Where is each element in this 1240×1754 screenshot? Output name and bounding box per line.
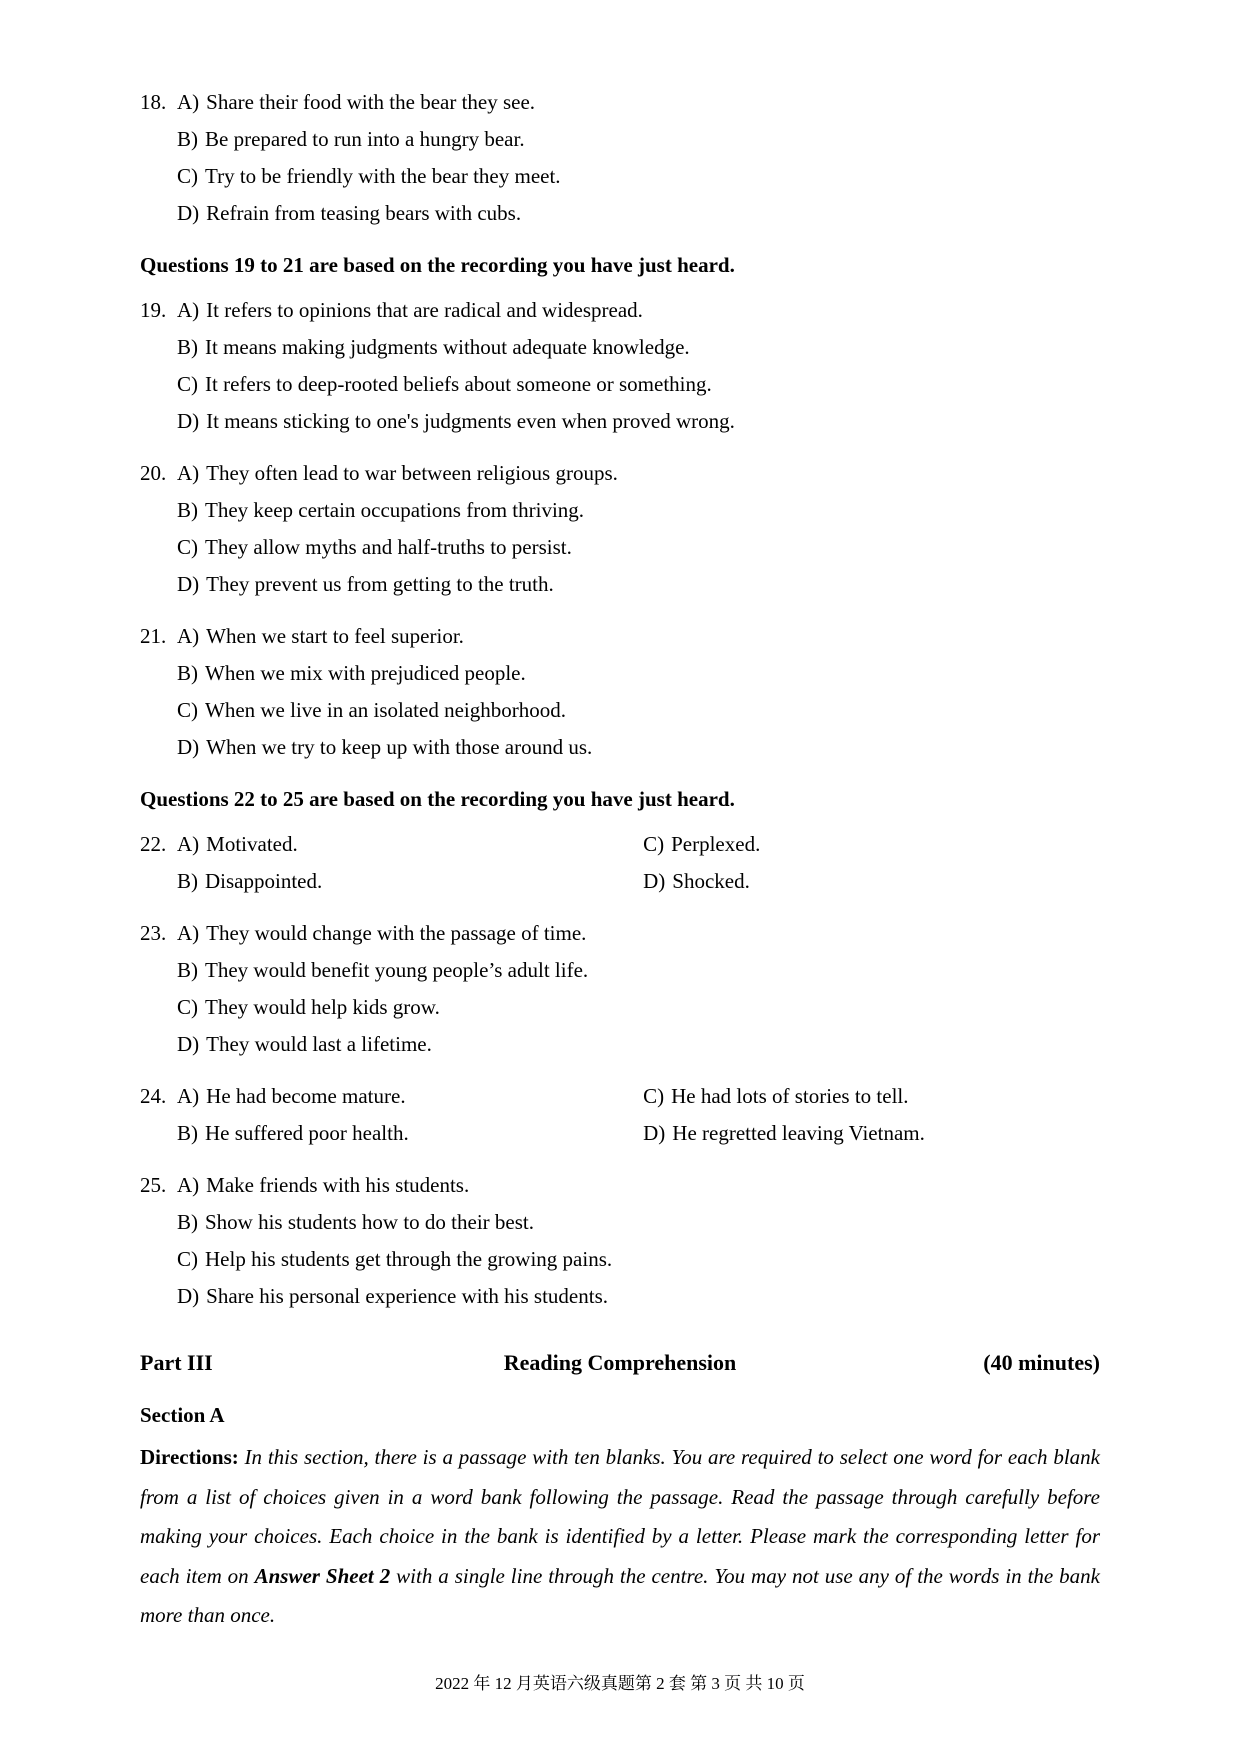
option-label: D)	[643, 869, 666, 893]
option-row	[177, 403, 1100, 440]
option-row	[177, 492, 1100, 529]
answer-option	[177, 921, 586, 945]
option-label: C)	[177, 372, 198, 396]
option-text: Make friends with his students.	[206, 1173, 470, 1197]
answer-option	[643, 863, 1100, 900]
option-text: They keep certain occupations from thriving.	[205, 498, 585, 522]
answer-option	[177, 698, 566, 722]
option-label: D)	[177, 572, 200, 596]
option-row	[177, 692, 1100, 729]
answer-option	[177, 863, 643, 900]
answer-option	[177, 335, 690, 359]
answer-option	[177, 661, 526, 685]
option-text: Motivated.	[206, 832, 298, 856]
answer-option	[177, 826, 643, 863]
question-25	[140, 1167, 1100, 1315]
option-label: C)	[177, 698, 198, 722]
option-label: A)	[177, 921, 200, 945]
question-number: 20.	[140, 461, 167, 485]
option-label: C)	[643, 1084, 665, 1108]
answer-option	[177, 298, 643, 322]
option-text: Show his students how to do their best.	[205, 1210, 534, 1234]
option-label: B)	[177, 869, 198, 893]
options	[177, 1078, 1100, 1152]
option-label: D)	[177, 409, 200, 433]
option-label: B)	[177, 335, 198, 359]
options	[177, 1167, 1100, 1315]
answer-option	[177, 372, 712, 396]
option-text: They often lead to war between religious groups.	[206, 461, 618, 485]
option-row	[177, 1204, 1100, 1241]
option-row	[177, 455, 1100, 492]
option-text: They would change with the passage of time.	[206, 921, 587, 945]
option-text: It refers to deep-rooted beliefs about someone or something.	[205, 372, 712, 396]
answer-option	[177, 1247, 612, 1271]
question-list	[140, 84, 1100, 1315]
option-label: B)	[177, 1121, 198, 1145]
answer-option	[177, 624, 464, 648]
option-text: Share their food with the bear they see.	[206, 90, 536, 114]
question-number: 21.	[140, 624, 167, 648]
answer-option	[177, 572, 554, 596]
option-row	[177, 1241, 1100, 1278]
answer-option	[643, 826, 1100, 863]
options	[177, 455, 1100, 603]
option-row	[177, 366, 1100, 403]
question-number: 19.	[140, 298, 167, 322]
question-24	[140, 1078, 1100, 1152]
question-number: 25.	[140, 1173, 167, 1197]
option-row	[177, 84, 1100, 121]
option-text: Be prepared to run into a hungry bear.	[205, 127, 525, 151]
option-text: When we mix with prejudiced people.	[205, 661, 526, 685]
option-text: Help his students get through the growing pains.	[205, 1247, 613, 1271]
answer-option	[177, 735, 592, 759]
answer-option	[177, 1115, 643, 1152]
option-row	[177, 292, 1100, 329]
option-row	[177, 1115, 1100, 1152]
section-title: Section A	[140, 1403, 225, 1427]
exam-content	[140, 84, 1100, 1636]
option-label: A)	[177, 90, 200, 114]
question-group-header: Questions 19 to 21 are based on the recording you have just heard.	[140, 253, 735, 277]
option-row	[177, 618, 1100, 655]
option-row	[177, 952, 1100, 989]
option-label: C)	[643, 832, 665, 856]
answer-option	[177, 1078, 643, 1115]
answer-option	[177, 461, 618, 485]
option-row	[177, 863, 1100, 900]
option-text: When we start to feel superior.	[206, 624, 464, 648]
option-label: D)	[177, 201, 200, 225]
option-row	[177, 121, 1100, 158]
option-text: They allow myths and half-truths to persist.	[205, 535, 572, 559]
option-row	[177, 195, 1100, 232]
option-label: C)	[177, 535, 198, 559]
option-text: They prevent us from getting to the truth.	[206, 572, 554, 596]
answer-option	[177, 958, 588, 982]
directions-segment: Answer Sheet 2	[254, 1563, 391, 1588]
option-row	[177, 329, 1100, 366]
question-22	[140, 826, 1100, 900]
options	[177, 618, 1100, 766]
question-19	[140, 292, 1100, 440]
option-label: A)	[177, 624, 200, 648]
option-row	[177, 1078, 1100, 1115]
option-text: When we live in an isolated neighborhood.	[205, 698, 566, 722]
option-row	[177, 1167, 1100, 1204]
option-row	[177, 826, 1100, 863]
option-label: D)	[643, 1121, 666, 1145]
directions-text	[140, 1445, 1100, 1627]
option-text: When we try to keep up with those around us.	[206, 735, 593, 759]
question-number: 18.	[140, 90, 167, 114]
option-label: C)	[177, 1247, 198, 1271]
options	[177, 84, 1100, 232]
page-footer	[0, 1672, 1240, 1696]
option-row	[177, 1278, 1100, 1315]
option-label: B)	[177, 661, 198, 685]
option-text: It refers to opinions that are radical and widespread.	[206, 298, 643, 322]
option-label: D)	[177, 1284, 200, 1308]
part-title: Reading Comprehension	[503, 1350, 737, 1375]
option-row	[177, 915, 1100, 952]
answer-option	[177, 201, 521, 225]
option-label: A)	[177, 832, 200, 856]
option-row	[177, 1026, 1100, 1063]
option-text: It means sticking to one's judgments even when proved wrong.	[206, 409, 735, 433]
answer-option	[177, 90, 535, 114]
answer-option	[177, 535, 572, 559]
option-label: C)	[177, 164, 198, 188]
option-label: B)	[177, 127, 198, 151]
answer-option	[177, 1210, 534, 1234]
option-text: Shocked.	[672, 869, 750, 893]
options	[177, 915, 1100, 1063]
option-text: Disappointed.	[205, 869, 323, 893]
option-text: They would help kids grow.	[205, 995, 440, 1019]
option-text: They would benefit young people’s adult life.	[205, 958, 589, 982]
option-label: B)	[177, 498, 198, 522]
part-duration: (40 minutes)	[983, 1350, 1100, 1375]
answer-option	[177, 498, 584, 522]
option-row	[177, 729, 1100, 766]
question-23	[140, 915, 1100, 1063]
directions-label: Directions:	[140, 1445, 239, 1469]
answer-option	[177, 1284, 608, 1308]
question-21	[140, 618, 1100, 766]
option-row	[177, 566, 1100, 603]
directions-segment: In this section, there is a passage with ten blanks. You are required to select one word for each blank from a list of choices given in a word bank following the passage. Read the passage through carefully before making your choices. Each choice in the bank is identified by a letter. Please mark the corresponding letter for each item on	[140, 1445, 1100, 1588]
options	[177, 292, 1100, 440]
option-text: Perplexed.	[671, 832, 761, 856]
question-number: 22.	[140, 832, 167, 856]
option-text: He had lots of stories to tell.	[671, 1084, 909, 1108]
option-row	[177, 989, 1100, 1026]
option-row	[177, 655, 1100, 692]
option-text: Share his personal experience with his students.	[206, 1284, 608, 1308]
option-label: B)	[177, 958, 198, 982]
answer-option	[643, 1078, 1100, 1115]
option-label: A)	[177, 1084, 200, 1108]
option-text: They would last a lifetime.	[206, 1032, 432, 1056]
answer-option	[177, 1032, 432, 1056]
option-label: A)	[177, 1173, 200, 1197]
option-label: A)	[177, 298, 200, 322]
answer-option	[177, 409, 735, 433]
option-label: D)	[177, 1032, 200, 1056]
option-row	[177, 158, 1100, 195]
answer-option	[177, 1173, 469, 1197]
option-text: He suffered poor health.	[205, 1121, 409, 1145]
option-text: Try to be friendly with the bear they meet.	[205, 164, 561, 188]
answer-option	[643, 1115, 1100, 1152]
directions-segment: with a single line through the centre. You may not use any of the words in the bank more than once.	[140, 1563, 1100, 1627]
answer-option	[177, 995, 440, 1019]
answer-option	[177, 127, 525, 151]
question-number: 24.	[140, 1084, 167, 1108]
question-20	[140, 455, 1100, 603]
question-group-header: Questions 22 to 25 are based on the recording you have just heard.	[140, 787, 735, 811]
options	[177, 826, 1100, 900]
option-label: D)	[177, 735, 200, 759]
option-label: B)	[177, 1210, 198, 1234]
option-text: He regretted leaving Vietnam.	[672, 1121, 925, 1145]
part-header	[140, 1343, 1100, 1383]
option-row	[177, 529, 1100, 566]
option-label: C)	[177, 995, 198, 1019]
question-number: 23.	[140, 921, 167, 945]
part-number: Part III	[140, 1350, 213, 1375]
directions-paragraph	[140, 1438, 1100, 1636]
option-text: He had become mature.	[206, 1084, 406, 1108]
option-label: A)	[177, 461, 200, 485]
option-text: Refrain from teasing bears with cubs.	[206, 201, 522, 225]
option-text: It means making judgments without adequate knowledge.	[205, 335, 690, 359]
question-18	[140, 84, 1100, 232]
footer-text: 2022 年 12 月英语六级真题第 2 套 第 3 页 共 10 页	[435, 1674, 805, 1693]
answer-option	[177, 164, 561, 188]
